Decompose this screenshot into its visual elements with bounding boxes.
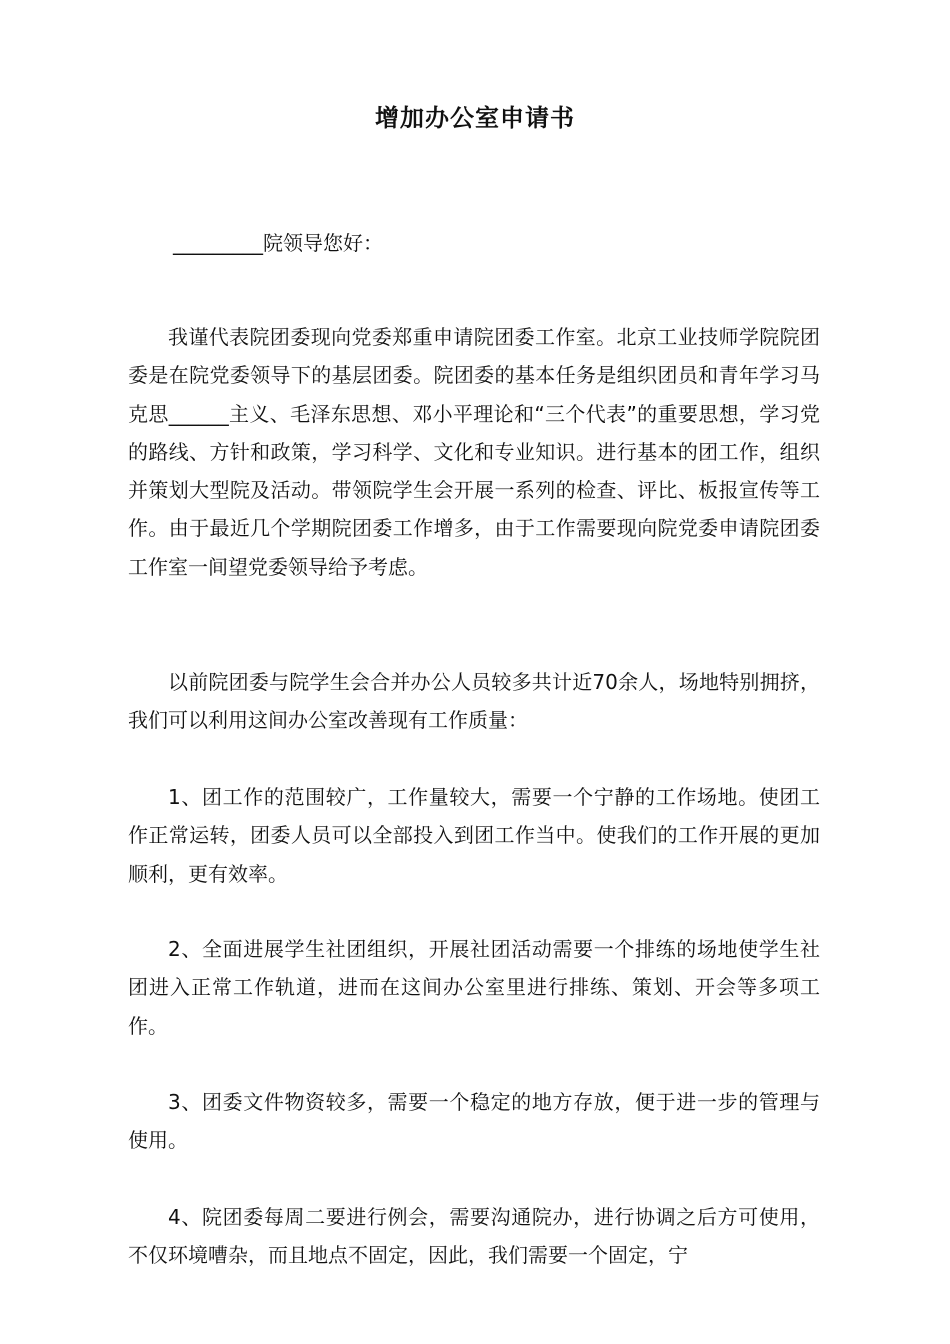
paragraph-item-1: 1、团工作的范围较广，工作量较大，需要一个宁静的工作场地。使团工作正常运转，团委人员可以全部投入到团工作当中。使我们的工作开展的更加顺利，更有效率。 <box>128 785 820 886</box>
paragraph-item-3: 3、团委文件物资较多，需要一个稳定的地方存放，便于进一步的管理与使用。 <box>128 1090 820 1153</box>
paragraph-background: 以前院团委与院学生会合并办公人员较多共计近70余人，场地特别拥挤，我们可以利用这间办公室改善现有工作质量： <box>128 670 820 733</box>
paragraph-item-4: 4、院团委每周二要进行例会，需要沟通院办，进行协调之后方可使用，不仅环境嘈杂，而且地点不固定，因此，我们需要一个固定，宁 <box>128 1205 820 1268</box>
paragraph-intro: 我谨代表院团委现向党委郑重申请院团委工作室。北京工业技师学院院团委是在院党委领导下的基层团委。院团委的基本任务是组织团员和青年学习马克思______主义、毛泽东思想、邓小平理论和“三个代表”的重要思想，学习党的路线、方针和政策，学习科学、文化和专业知识。进行基本的团工作，组织并策划大型院及活动。带领院学生会开展一系列的检查、评比、板报宣传等工作。由于最近几个学期院团委工作增多，由于工作需要现向院党委申请院团委工作室一间望党委领导给予考虑。 <box>128 325 820 579</box>
document-title: 增加办公室申请书 <box>375 104 575 132</box>
salutation: _________院领导您好： <box>173 231 383 255</box>
paragraph-item-2: 2、全面进展学生社团组织，开展社团活动需要一个排练的场地使学生社团进入正常工作轨道，进而在这间办公室里进行排练、策划、开会等多项工作。 <box>128 937 820 1038</box>
